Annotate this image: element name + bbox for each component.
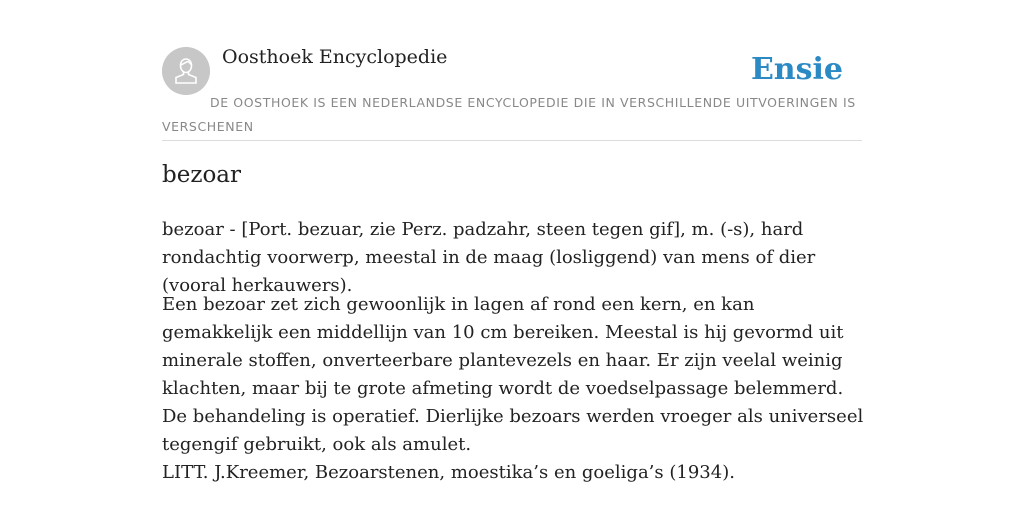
description-paragraph: Een bezoar zet zich gewoonlijk in lagen af rond een kern, en kan gemakkelijk een middellijn van 10 cm bereiken. Meestal is hij gevormd uit minerale stoffen, onverteerbare plantevezels en haar. Er zijn veelal weinig klachten, maar bij te grote afmeting wordt de voedselpassage belemmerd. De behandeling is operatief. Dierlijke bezoars werden vroeger als universeel tegengif gebruikt, ook als amulet. (162, 294, 864, 455)
page (162, 0, 862, 512)
site-title[interactable]: Oosthoek Encyclopedie (222, 46, 448, 68)
literature-reference: LITT. J.Kreemer, Bezoarstenen, moestika’s en goeliga’s (1934). (162, 462, 735, 483)
definition-paragraph: bezoar - [Port. bezuar, zie Perz. padzahr, steen tegen gif], m. (-s), hard rondachtig voorwerp, meestal in de maag (losliggend) van mens of dier (vooral herkauwers). (162, 219, 816, 296)
user-icon[interactable] (162, 47, 210, 95)
brand-logo[interactable]: Ensie (750, 52, 843, 87)
site-header (162, 0, 862, 141)
site-tagline: DE OOSTHOEK IS EEN NEDERLANDSE ENCYCLOPEDIE DIE IN VERSCHILLENDE UITVOERINGEN IS VERSCHENEN (162, 95, 856, 134)
article-title: bezoar (162, 162, 242, 188)
